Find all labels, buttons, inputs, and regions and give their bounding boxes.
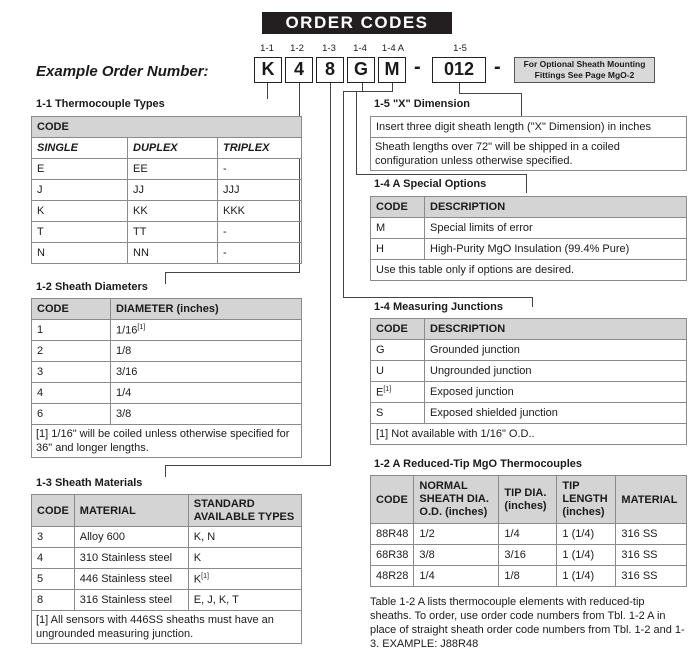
diameter-value: 1/16 xyxy=(116,324,138,337)
table-footnote: [1] All sensors with 446SS sheaths must have an ungrounded measuring junction. xyxy=(32,611,302,644)
table-cell: 8 xyxy=(32,590,75,611)
connector-1-4a-drop xyxy=(526,174,527,193)
table-cell: JJ xyxy=(128,180,218,201)
column-header: MATERIAL xyxy=(616,476,687,524)
column-header: DESCRIPTION xyxy=(425,197,687,218)
table-cell: 48R28 xyxy=(371,566,414,587)
table-cell: 3 xyxy=(32,362,111,383)
table-cell: 6 xyxy=(32,404,111,425)
table-row xyxy=(32,404,302,425)
table-cell: H xyxy=(371,239,425,260)
table-row xyxy=(32,159,302,180)
code-separator-2: - xyxy=(494,56,501,78)
connector-1-4-h2 xyxy=(343,297,532,298)
table-cell: Alloy 600 xyxy=(74,527,188,548)
column-header: CODE xyxy=(371,319,425,340)
table-cell: 446 Stainless steel xyxy=(74,569,188,590)
table-cell xyxy=(188,569,301,590)
table-cell: KK xyxy=(128,201,218,222)
table-row xyxy=(32,362,302,383)
note-line-1: For Optional Sheath Mounting xyxy=(523,59,646,69)
connector-1-3-h xyxy=(165,465,331,466)
table-cell: KKK xyxy=(218,201,302,222)
table-cell: High-Purity MgO Insulation (99.4% Pure) xyxy=(425,239,687,260)
table-header: CODE xyxy=(32,117,302,138)
table-cell: K xyxy=(188,548,301,569)
table-footnote: Use this table only if options are desired. xyxy=(371,260,687,281)
table-cell: T xyxy=(32,222,128,243)
column-header: DUPLEX xyxy=(128,138,218,159)
reduced-tip-table xyxy=(370,475,687,587)
table-row xyxy=(371,382,687,403)
reduced-tip-title: 1-2 A Reduced-Tip MgO Thermocouples xyxy=(374,458,583,470)
position-label-1-4: 1-4 xyxy=(353,43,367,54)
table-cell: 1/8 xyxy=(499,566,557,587)
table-cell: U xyxy=(371,361,425,382)
table-cell: 316 SS xyxy=(616,545,687,566)
table-cell: 3/8 xyxy=(414,545,499,566)
table-cell: 1 (1/4) xyxy=(557,524,616,545)
table-cell: 1/8 xyxy=(111,341,302,362)
code-char-thermocouple: K xyxy=(254,57,282,83)
connector-1-4-drop xyxy=(532,297,533,307)
table-row xyxy=(371,218,687,239)
type-value: K xyxy=(193,573,202,586)
code-char-material: 8 xyxy=(316,57,344,83)
table-row xyxy=(32,180,302,201)
table-cell: 3/8 xyxy=(111,404,302,425)
table-cell: 4 xyxy=(32,548,75,569)
column-header: TIP DIA. (inches) xyxy=(499,476,557,524)
thermocouple-types-table xyxy=(31,116,302,264)
table-cell: TT xyxy=(128,222,218,243)
table-row xyxy=(32,201,302,222)
sheath-materials-table xyxy=(31,494,302,644)
mounting-fittings-note xyxy=(514,57,655,83)
table-cell: 3/16 xyxy=(499,545,557,566)
table-cell xyxy=(111,320,302,341)
table-cell: 5 xyxy=(32,569,75,590)
table-row xyxy=(32,341,302,362)
x-dimension-table xyxy=(370,116,687,171)
table-footnote: [1] 1/16" will be coiled unless otherwise specified for 36" and longer lengths. xyxy=(32,425,302,458)
code-length-box: 012 xyxy=(432,57,486,83)
connector-1-3-v xyxy=(330,83,331,465)
column-header: MATERIAL xyxy=(74,495,188,527)
special-options-title: 1-4 A Special Options xyxy=(374,178,487,190)
table-row xyxy=(371,138,687,171)
special-options-table xyxy=(370,196,687,281)
thermocouple-types-title: 1-1 Thermocouple Types xyxy=(36,98,165,110)
column-header: STANDARD AVAILABLE TYPES xyxy=(188,495,301,527)
position-label-1-5: 1-5 xyxy=(453,43,467,54)
code-char-option: M xyxy=(378,57,406,83)
table-cell: G xyxy=(371,340,425,361)
measuring-junctions-table xyxy=(370,318,687,445)
example-order-label: Example Order Number: xyxy=(36,63,209,80)
table-row xyxy=(32,548,302,569)
table-cell: - xyxy=(218,243,302,264)
table-row xyxy=(371,524,687,545)
code-char-diameter: 4 xyxy=(285,57,313,83)
table-cell: 2 xyxy=(32,341,111,362)
code-separator: - xyxy=(414,56,421,78)
column-header: SINGLE xyxy=(32,138,128,159)
table-row xyxy=(371,403,687,424)
table-footnote: [1] Not available with 1/16" O.D.. xyxy=(371,424,687,445)
table-cell: 310 Stainless steel xyxy=(74,548,188,569)
connector-1-2-h xyxy=(165,272,300,273)
footnote-ref: [1] xyxy=(201,572,209,580)
table-cell: 3/16 xyxy=(111,362,302,383)
table-row xyxy=(32,222,302,243)
table-row xyxy=(371,361,687,382)
table-cell: 68R38 xyxy=(371,545,414,566)
table-row xyxy=(32,383,302,404)
sheath-diameters-table xyxy=(31,298,302,458)
column-header: CODE xyxy=(371,476,414,524)
table-cell: Ungrounded junction xyxy=(425,361,687,382)
table-cell: Exposed shielded junction xyxy=(425,403,687,424)
table-cell: NN xyxy=(128,243,218,264)
table-cell: 1 (1/4) xyxy=(557,545,616,566)
table-cell: 316 SS xyxy=(616,566,687,587)
sheath-diameters-title: 1-2 Sheath Diameters xyxy=(36,281,148,293)
table-cell: Insert three digit sheath length ("X" Dimension) in inches xyxy=(371,117,687,138)
table-cell xyxy=(371,382,425,403)
connector-1-4a-h2 xyxy=(356,174,526,175)
column-header: TIP LENGTH (inches) xyxy=(557,476,616,524)
table-cell: 1 (1/4) xyxy=(557,566,616,587)
junction-code: E xyxy=(376,386,384,399)
table-row xyxy=(32,590,302,611)
connector-1-2-drop xyxy=(165,272,166,284)
table-cell: S xyxy=(371,403,425,424)
sheath-materials-title: 1-3 Sheath Materials xyxy=(36,477,143,489)
table-cell: 88R48 xyxy=(371,524,414,545)
connector-1-5-drop xyxy=(521,93,522,116)
table-cell: 1/4 xyxy=(499,524,557,545)
table-cell: Exposed junction xyxy=(425,382,687,403)
table-cell: J xyxy=(32,180,128,201)
table-cell: JJJ xyxy=(218,180,302,201)
table-cell: E, J, K, T xyxy=(188,590,301,611)
table-cell: - xyxy=(218,159,302,180)
connector-1-5-v xyxy=(459,83,460,93)
table-cell: 1/4 xyxy=(111,383,302,404)
column-header: TRIPLEX xyxy=(218,138,302,159)
table-cell: 3 xyxy=(32,527,75,548)
table-cell: N xyxy=(32,243,128,264)
table-cell: K xyxy=(32,201,128,222)
table-row xyxy=(371,545,687,566)
table-cell: E xyxy=(32,159,128,180)
order-codes-banner: ORDER CODES xyxy=(262,12,452,34)
footnote-ref: [1] xyxy=(137,323,146,331)
table-row xyxy=(32,569,302,590)
connector-1-3-drop xyxy=(165,465,166,477)
column-header: CODE xyxy=(371,197,425,218)
table-cell: 1 xyxy=(32,320,111,341)
table-row xyxy=(371,566,687,587)
table-cell: K, N xyxy=(188,527,301,548)
measuring-junctions-title: 1-4 Measuring Junctions xyxy=(374,301,503,313)
note-line-2: Fittings See Page MgO-2 xyxy=(534,70,635,80)
table-cell: 1/4 xyxy=(414,566,499,587)
table-cell: Special limits of error xyxy=(425,218,687,239)
table-cell: Grounded junction xyxy=(425,340,687,361)
table-cell: 1/2 xyxy=(414,524,499,545)
table-cell: - xyxy=(218,222,302,243)
connector-1-4-v xyxy=(343,91,344,298)
table-row xyxy=(32,527,302,548)
connector-1-5-h xyxy=(459,93,522,94)
connector-1-1 xyxy=(267,83,268,99)
table-cell: 316 Stainless steel xyxy=(74,590,188,611)
connector-1-4a-v xyxy=(356,91,357,175)
table-cell: 4 xyxy=(32,383,111,404)
reduced-tip-paragraph: Table 1-2 A lists thermocouple elements with reduced-tip sheaths. To order, use order code numbers from Tbl. 1-2 A in place of straight sheath order code numbers from Tbl. 1-2 and 1-3. EXAMPLE: J88R48 xyxy=(370,596,685,650)
table-row xyxy=(32,320,302,341)
table-cell: M xyxy=(371,218,425,239)
column-header: DIAMETER (inches) xyxy=(111,299,302,320)
x-dimension-title: 1-5 "X" Dimension xyxy=(374,98,471,110)
column-header: CODE xyxy=(32,299,111,320)
position-label-1-2: 1-2 xyxy=(290,43,304,54)
table-row xyxy=(32,243,302,264)
position-label-1-3: 1-3 xyxy=(322,43,336,54)
position-label-1-1: 1-1 xyxy=(260,43,274,54)
column-header: NORMAL SHEATH DIA. O.D. (inches) xyxy=(414,476,499,524)
footnote-ref: [1] xyxy=(383,385,392,393)
table-row xyxy=(371,117,687,138)
table-row xyxy=(371,239,687,260)
table-cell: Sheath lengths over 72" will be shipped in a coiled configuration unless otherwise specified. xyxy=(371,138,687,171)
column-header: DESCRIPTION xyxy=(425,319,687,340)
position-label-1-4a: 1-4 A xyxy=(381,43,405,54)
table-row xyxy=(371,340,687,361)
column-header: CODE xyxy=(32,495,75,527)
connector-1-4a-h1 xyxy=(356,91,393,92)
code-char-junction: G xyxy=(347,57,375,83)
table-cell: 316 SS xyxy=(616,524,687,545)
table-cell: EE xyxy=(128,159,218,180)
